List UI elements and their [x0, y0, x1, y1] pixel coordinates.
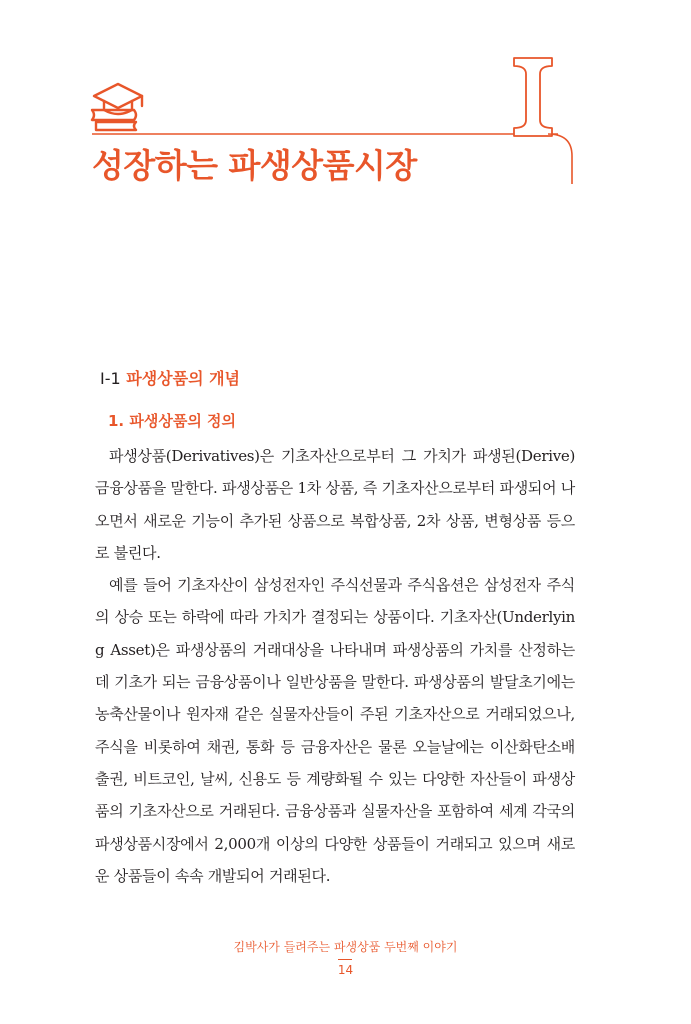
section-heading: [100, 366, 240, 389]
header-corner-curve: [548, 134, 572, 184]
section-title: 파생상품의 개념: [126, 369, 241, 388]
page-number: 14: [337, 963, 354, 977]
running-footer: 김박사가 들려주는 파생상품 두번째 이야기: [233, 940, 458, 954]
body-text: [95, 440, 575, 892]
chapter-title: 성장하는 파생상품시장: [92, 146, 417, 185]
paragraph-1: 파생상품(Derivatives)은 기초자산으로부터 그 가치가 파생된(Derive) 금융상품을 말한다. 파생상품은 1차 상품, 즉 기초자산으로부터 파생되어 나오면서 새로운 기능이 추가된 상품으로 복합상품, 2차 상품, 변형상품 등으로 불린다.: [95, 447, 575, 562]
section-number: Ⅰ-1: [100, 369, 121, 388]
chapter-numeral-I: [514, 58, 552, 136]
paragraph-2: 예를 들어 기초자산이 삼성전자인 주식선물과 주식옵션은 삼성전자 주식의 상승 또는 하락에 따라 가치가 결정되는 상품이다. 기초자산(Underlying Asset)은 파생상품의 거래대상을 나타내며 파생상품의 가치를 산정하는 데 기초가 되는 금융상품이나 일반상품을 말한다. 파생상품의 발달초기에는 농축산물이나 원자재 같은 실물자산들이 주된 기초자산으로 거래되었으나, 주식을 비롯하여 채권, 통화 등 금융자산은 물론 오늘날에는 이산화탄소배출권, 비트코인, 날씨, 신용도 등 계량화될 수 있는 다양한 자산들이 파생상품의 기초자산으로 거래된다. 금융상품과 실물자산을 포함하여 세계 각국의 파생상품시장에서 2,000개 이상의 다양한 상품들이 거래되고 있으며 새로운 상품들이 속속 개발되어 거래된다.: [95, 576, 575, 885]
subsection-heading: 1. 파생상품의 정의: [108, 412, 237, 430]
books-with-graduation-cap-icon: [92, 84, 142, 130]
footer-rule: [338, 959, 352, 960]
